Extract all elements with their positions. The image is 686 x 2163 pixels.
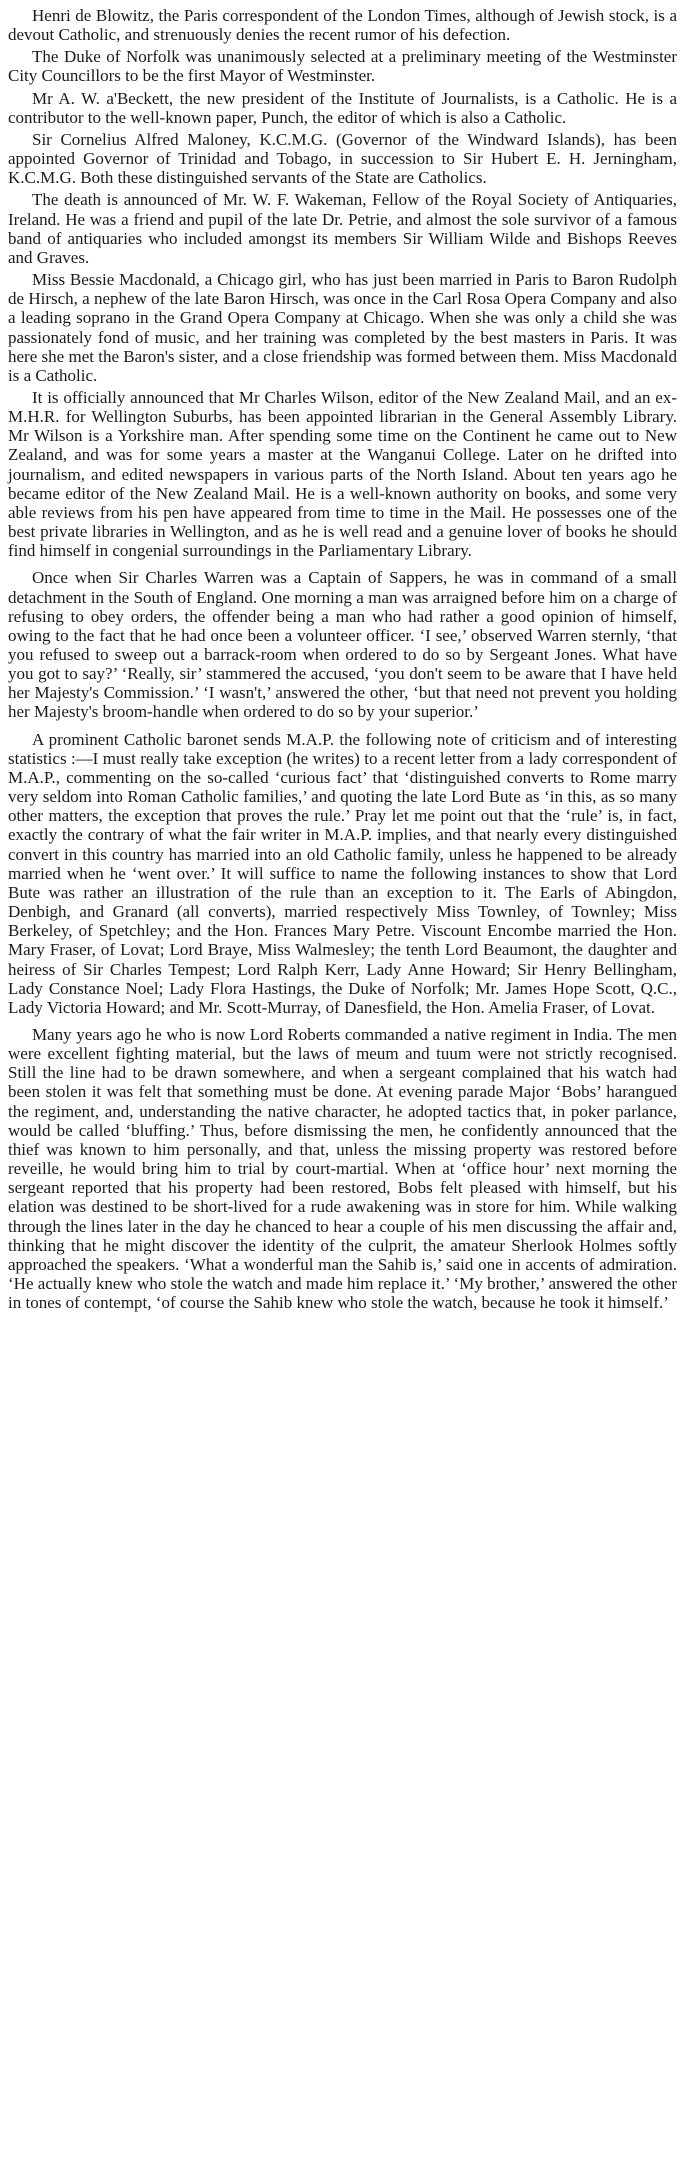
paragraph-maloney: Sir Cornelius Alfred Maloney, K.C.M.G. (Governor of the Windward Islands), has been appointed Governor of Trinidad and Tobago, in succession to Sir Hubert E. H. Jerningham, K.C.M.G. Both these distinguished servants of the State are Catholics. [8, 129, 677, 188]
paragraph-catholic-baronet: A prominent Catholic baronet sends M.A.P. the following note of criticism and of interesting statistics :—I must really take exception (he writes) to a recent letter from a lady correspondent of M.A.P., commenting on the so-called ‘curious fact’ that ‘distinguished converts to Rome marry very seldom into Roman Catholic families,’ and quoting the late Lord Bute as ‘in this, as so many other matters, the exception that proves the rule.’ Pray let me point out that the ‘rule’ is, in fact, exactly the contrary of what the fair writer in M.A.P. implies, and that nearly every distinguished convert in this country has married into an old Catholic family, unless he happened to be already married when he ‘went over.’ It will suffice to name the following instances to show that Lord Bute was rather an illustration of the rule than an exception to it. The Earls of Abingdon, Denbigh, and Granard (all converts), married respectively Miss Townley, of Townley; Miss Berkeley, of Spetchley; and the Hon. Frances Mary Petre. Viscount Encombe married the Hon. Mary Fraser, of Lovat; Lord Braye, Miss Walmesley; the tenth Lord Beaumont, the daughter and heiress of Sir Charles Tempest; Lord Ralph Kerr, Lady Anne Howard; Sir Henry Bellingham, Lady Constance Noel; Lady Flora Hastings, the Duke of Norfolk; Mr. James Hope Scott, Q.C., Lady Victoria Howard; and Mr. Scott-Murray, of Danesfield, the Hon. Amelia Fraser, of Lovat. [8, 729, 677, 1017]
paragraph-bessie-macdonald: Miss Bessie Macdonald, a Chicago girl, who has just been married in Paris to Baron Rudolph de Hirsch, a nephew of the late Baron Hirsch, was once in the Carl Rosa Opera Company and also a leading soprano in the Grand Opera Company at Chicago. When she was only a child she was passionately fond of music, and her training was completed by the best masters in Paris. It was here she met the Baron's sister, and a close friendship was formed between them. Miss Macdonald is a Catholic. [8, 270, 677, 385]
paragraph-blowitz: Henri de Blowitz, the Paris correspondent of the London Times, although of Jewish stock, is a devout Catholic, and strenuously denies the recent rumor of his defection. [8, 6, 677, 45]
paragraph-charles-warren: Once when Sir Charles Warren was a Captain of Sappers, he was in command of a small detachment in the South of England. One morning a man was arraigned before him on a charge of refusing to obey orders, the offender being a man who had rather a good opinion of himself, owing to the fact that he had once been a volunteer officer. ‘I see,’ observed Warren sternly, ‘that you refused to sweep out a barrack-room when ordered to do so by Sergeant Jones. What have you got to say?’ ‘Really, sir’ stammered the accused, ‘you don't seem to be aware that I have held her Majesty's Commission.’ ‘I wasn't,’ answered the other, ‘but that need not prevent you holding her Majesty's broom-handle when ordered to do so by your superior.’ [8, 568, 677, 722]
paragraph-duke-of-norfolk: The Duke of Norfolk was unanimously selected at a preliminary meeting of the Westminster City Councillors to be the first Mayor of Westminster. [8, 47, 677, 86]
paragraph-wakeman: The death is announced of Mr. W. F. Wakeman, Fellow of the Royal Society of Antiquaries, Ireland. He was a friend and pupil of the late Dr. Petrie, and almost the sole survivor of a famous band of antiquaries who included amongst its members Sir William Wilde and Bishops Reeves and Graves. [8, 190, 677, 267]
paragraph-charles-wilson: It is officially announced that Mr Charles Wilson, editor of the New Zealand Mail, and an ex-M.H.R. for Wellington Suburbs, has been appointed librarian in the General Assembly Library. Mr Wilson is a Yorkshire man. After spending some time on the Continent he came out to New Zealand, and was for some years a master at the Wanganui College. Later on he drifted into journalism, and edited newspapers in various parts of the North Island. About ten years ago he became editor of the New Zealand Mail. He is a well-known authority on books, and some very able reviews from his pen have appeared from time to time in the Mail. He possesses one of the best private libraries in Wellington, and as he is well read and a genuine lover of books he should find himself in congenial surroundings in the Parliamentary Library. [8, 387, 677, 561]
paragraph-lord-roberts: Many years ago he who is now Lord Roberts commanded a native regiment in India. The men were excellent fighting material, but the laws of meum and tuum were not strictly recognised. Still the line had to be drawn somewhere, and when a sergeant complained that his watch had been stolen it was felt that something must be done. At evening parade Major ‘Bobs’ harangued the regiment, and, understanding the native character, he adopted tactics that, in poker parlance, would be called ‘bluffing.’ Thus, before dismissing the men, he confidently announced that the thief was known to him personally, and that, unless the missing property was restored before reveille, he would bring him to trial by court-martial. When at ‘office hour’ next morning the sergeant reported that his property had been restored, Bobs felt pleased with himself, but his elation was destined to be short-lived for a rude awakening was in store for him. While walking through the lines later in the day he chanced to hear a couple of his men discussing the affair and, thinking that he might discover the identity of the culprit, the amateur Sherlook Holmes softly approached the speakers. ‘What a wonderful man the Sahib is,’ said one in accents of admiration. ‘He actually knew who stole the watch and made him replace it.’ ‘My brother,’ answered the other in tones of contempt, ‘of course the Sahib knew who stole the watch, because he took it himself.’ [8, 1024, 677, 1313]
paragraph-a-beckett: Mr A. W. a'Beckett, the new president of the Institute of Journalists, is a Catholic. He is a contributor to the well-known paper, Punch, the editor of which is also a Catholic. [8, 88, 677, 127]
